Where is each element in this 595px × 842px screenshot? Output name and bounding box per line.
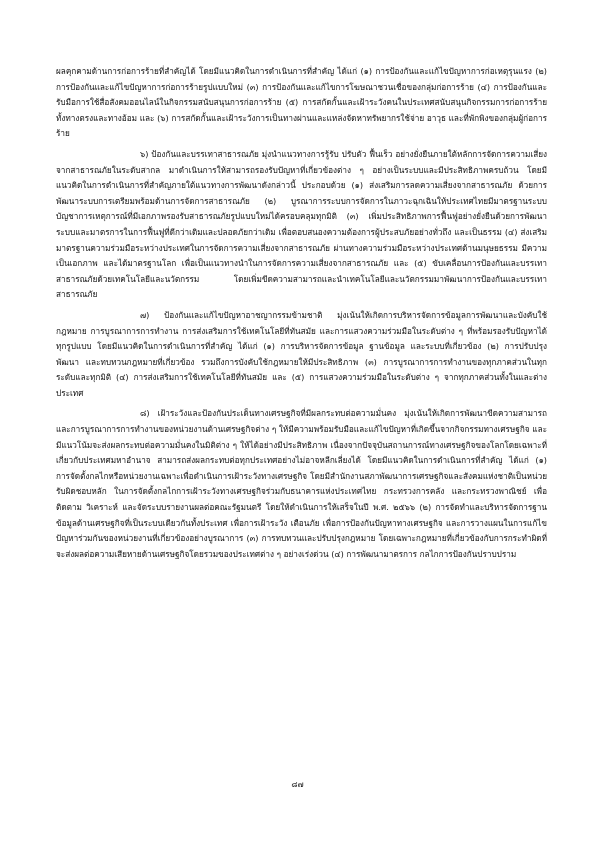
- paragraph-disaster-prevention: ๖) ป้องกันและบรรเทาสาธารณภัย มุ่งนำแนวทางการรู้รับ ปรับตัว ฟื้นเร็ว อย่างยั่งยืนภายใต้หลักการจัดการความเสี่ยงจากสาธารณภัยในระดับสากล มาดำเนินการให้สามารถรองรับปัญหาที่เกี่ยวข้องต่าง ๆ อย่างเป็นระบบและมีประสิทธิภาพครบถ้วน โดยมีแนวคิดในการดำเนินการที่สำคัญภายใต้แนวทางการพัฒนาดังกล่าวนี้ ประกอบด้วย (๑) ส่งเสริมการลดความเสี่ยงจากสาธารณภัย ด้วยการพัฒนาระบบการเตรียมพร้อมด้านการจัดการสาธารณภัย (๒) บูรณาการระบบการจัดการในภาวะฉุกเฉินให้ประเทศไทยมีมาตรฐานระบบบัญชาการเหตุการณ์ที่มีเอกภาพรองรับสาธารณภัยรูปแบบใหม่ได้ครอบคลุมทุกมิติ (๓) เพิ่มประสิทธิภาพการฟื้นฟูอย่างยั่งยืนด้วยการพัฒนาระบบและมาตรการในการฟื้นฟูที่ดีกว่าเดิมและปลอดภัยกว่าเดิม เพื่อตอบสนองความต้องการผู้ประสบภัยอย่างทั่วถึง และเป็นธรรม (๔) ส่งเสริมมาตรฐานความร่วมมือระหว่างประเทศในการจัดการความเสี่ยงจากสาธารณภัย ผ่านทางความร่วมมือระหว่างประเทศด้านมนุษยธรรม มีความเป็นเอกภาพ และได้มาตรฐานโลก เพื่อเป็นแนวทางนำในการจัดการความเสี่ยงจากสาธารณภัย และ (๕) ขับเคลื่อนการป้องกันและบรรเทาสาธารณภัยด้วยเทคโนโลยีและนวัตกรรม โดยเพิ่มขีดความสามารถและนำเทคโนโลยีและนวัตกรรมมาพัฒนาการป้องกันและบรรเทาสาธารณภัย: [56, 148, 547, 300]
- body-text: [56, 64, 547, 567]
- paragraph-continuation: ผลคุกคามด้านการก่อการร้ายที่สำคัญได้ โดยมีแนวคิดในการดำเนินการที่สำคัญ ได้แก่ (๑) การป้องกันและแก้ไขปัญหาการก่อเหตุรุนแรง (๒) การป้องกันและแก้ไขปัญหาการก่อการร้ายรูปแบบใหม่ (๓) การป้องกันและแก้ไขการโฆษณาชวนเชื่อของกลุ่มก่อการร้าย (๔) การป้องกันและรับมือการใช้สื่อสังคมออนไลน์ในกิจกรรมสนับสนุนการก่อการร้าย (๕) การสกัดกั้นและเฝ้าระวังคนในประเทศสนับสนุนกิจกรรมการก่อการร้ายทั้งทางตรงและทางอ้อม และ (๖) การสกัดกั้นและเฝ้าระวังการเป็นทางผ่านและแหล่งจัดหาทรัพยากรใช้จ่าย อาวุธ และที่พักพิงของกลุ่มผู้ก่อการร้าย: [56, 66, 547, 139]
- paragraph-transnational-crime: ๗) ป้องกันและแก้ไขปัญหาอาชญากรรมข้ามชาติ มุ่งเน้นให้เกิดการบริหารจัดการข้อมูลการพัฒนาและบังคับใช้กฎหมาย การบูรณาการการทำงาน การส่งเสริมการใช้เทคโนโลยีที่ทันสมัย และการแสวงความร่วมมือในระดับต่าง ๆ ที่พร้อมรองรับปัญหาได้ทุกรูปแบบ โดยมีแนวคิดในการดำเนินการที่สำคัญ ได้แก่ (๑) การบริหารจัดการข้อมูล ฐานข้อมูล และระบบที่เกี่ยวข้อง (๒) การปรับปรุง พัฒนา และทบทวนกฎหมายที่เกี่ยวข้อง รวมถึงการบังคับใช้กฎหมายให้มีประสิทธิภาพ (๓) การบูรณาการการทำงานของทุกภาคส่วนในทุกระดับและทุกมิติ (๔) การส่งเสริมการใช้เทคโนโลยีที่ทันสมัย และ (๕) การแสวงความร่วมมือในระดับต่าง ๆ จากทุกภาคส่วนทั้งในและต่างประเทศ: [56, 309, 547, 398]
- paragraph-economic-security: ๘) เฝ้าระวังและป้องกันประเด็นทางเศรษฐกิจที่มีผลกระทบต่อความมั่นคง มุ่งเน้นให้เกิดการพัฒนาขีดความสามารถ และการบูรณาการการทำงานของหน่วยงานด้านเศรษฐกิจต่าง ๆ ให้มีความพร้อมรับมือและแก้ไขปัญหาที่เกิดขึ้นจากกิจกรรมทางเศรษฐกิจ และมีแนวโน้มจะส่งผลกระทบต่อความมั่นคงในมิติต่าง ๆ ให้ได้อย่างมีประสิทธิภาพ เนื่องจากปัจจุบันสถานการณ์ทางเศรษฐกิจของโลกโดยเฉพาะที่เกี่ยวกับประเทศมหาอำนาจ สามารถส่งผลกระทบต่อทุกประเทศอย่างไม่อาจหลีกเลี่ยงได้ โดยมีแนวคิดในการดำเนินการที่สำคัญ ได้แก่ (๑) การจัดตั้งกลไกหรือหน่วยงานเฉพาะเพื่อดำเนินการเฝ้าระวังทางเศรษฐกิจ โดยมีสำนักงานสภาพัฒนาการเศรษฐกิจและสังคมแห่งชาติเป็นหน่วยรับผิดชอบหลัก ในการจัดตั้งกลไกการเฝ้าระวังทางเศรษฐกิจร่วมกับธนาคารแห่งประเทศไทย กระทรวงการคลัง และกระทรวงพาณิชย์ เพื่อติดตาม วิเคราะห์ และจัดระบบรายงานผลต่อคณะรัฐมนตรี โดยให้ดำเนินการให้เสร็จในปี พ.ศ. ๒๕๖๖ (๒) การจัดทำและบริหารจัดการฐานข้อมูลด้านเศรษฐกิจที่เป็นระบบเดียวกันทั้งประเทศ เพื่อการเฝ้าระวัง เตือนภัย เพื่อการป้องกันปัญหาทางเศรษฐกิจ และการวางแผนในการแก้ไขปัญหาร่วมกันของหน่วยงานที่เกี่ยวข้องอย่างบูรณาการ (๓) การทบทวนและปรับปรุงกฎหมาย โดยเฉพาะกฎหมายที่เกี่ยวข้องกับการกระทำผิดที่จะส่งผลต่อความเสียหายด้านเศรษฐกิจโดยรวมของประเทศต่าง ๆ อย่างเร่งด่วน (๔) การพัฒนามาตรการ กลไกการป้องกันปราบปราม: [56, 408, 547, 559]
- page-number: ๘๗: [291, 780, 304, 789]
